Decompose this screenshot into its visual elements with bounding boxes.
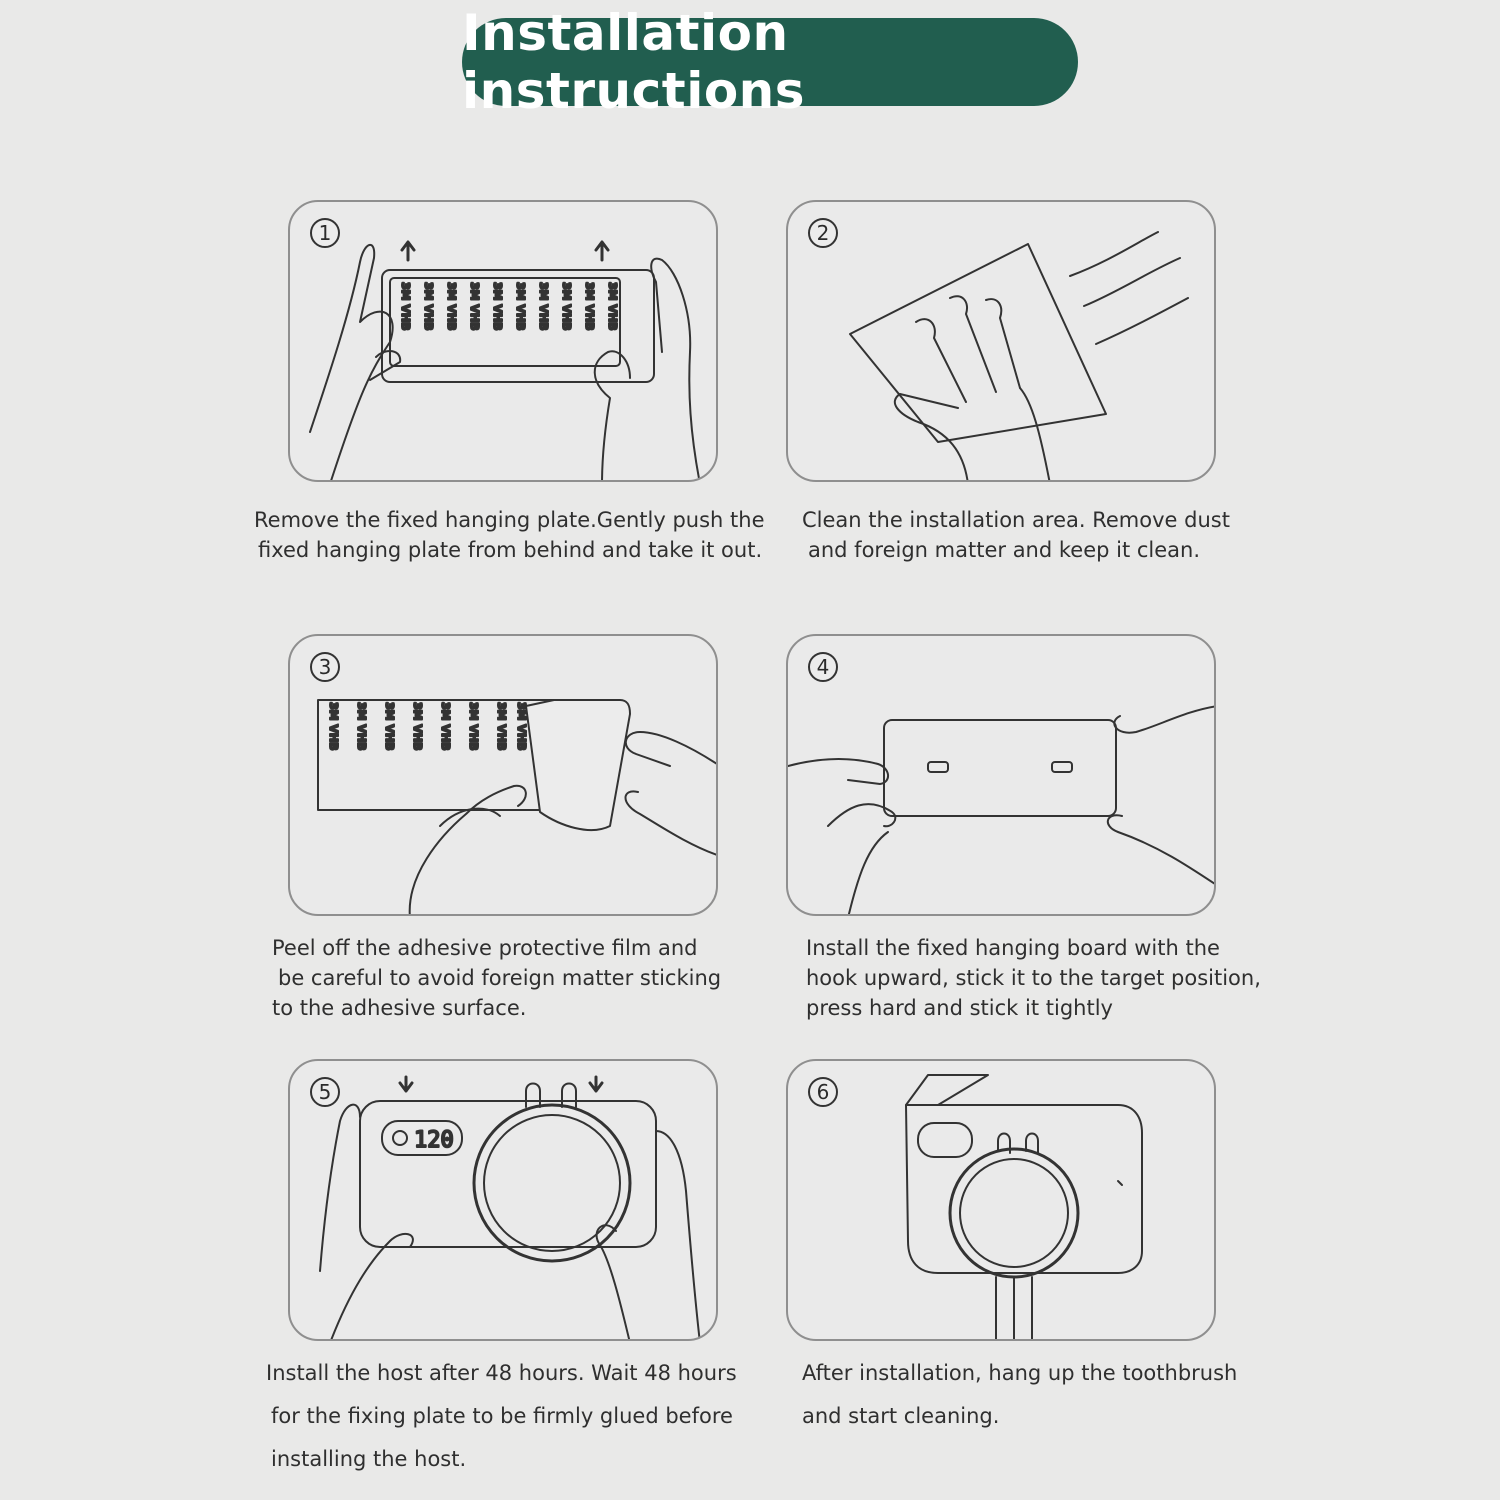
step-1-number: 1 (310, 218, 340, 248)
step-3-caption: Peel off the adhesive protective film and be careful to avoid foreign matter sticking to the adhesive surface. (272, 936, 722, 1020)
stick-board-icon (788, 636, 1216, 916)
svg-text:3M VHB: 3M VHB (467, 702, 480, 751)
step-2-panel (786, 200, 1216, 482)
step-3-number: 3 (310, 652, 340, 682)
svg-text:3M VHB: 3M VHB (439, 702, 452, 751)
svg-text:3M VHB: 3M VHB (327, 702, 340, 751)
svg-text:120: 120 (414, 1128, 454, 1153)
svg-text:3M VHB: 3M VHB (514, 282, 527, 331)
svg-text:3M VHB: 3M VHB (422, 282, 435, 331)
svg-text:3M VHB: 3M VHB (583, 282, 596, 331)
svg-text:3M VHB: 3M VHB (399, 282, 412, 331)
install-host-icon (290, 1061, 718, 1341)
svg-text:3M VHB: 3M VHB (495, 702, 508, 751)
wipe-clean-hand-icon (788, 202, 1216, 482)
svg-text:3M VHB: 3M VHB (515, 702, 528, 751)
hung-toothbrush-icon (788, 1061, 1216, 1341)
svg-text:3M VHB: 3M VHB (383, 702, 396, 751)
svg-text:3M VHB: 3M VHB (491, 282, 504, 331)
step-4-caption: Install the fixed hanging board with the hook upward, stick it to the target position, press hard and stick it tightly (806, 936, 1261, 1020)
step-2-caption: Clean the installation area. Remove dust and foreign matter and keep it clean. (802, 508, 1230, 562)
step-5-caption: Install the host after 48 hours. Wait 48 hours for the fixing plate to be firmly glued before installing the host. (266, 1361, 737, 1471)
step-1-caption: Remove the fixed hanging plate.Gently push the fixed hanging plate from behind and take it out. (254, 508, 765, 562)
step-1-panel (288, 200, 718, 482)
step-5-panel (288, 1059, 718, 1341)
step-4-panel (786, 634, 1216, 916)
peel-film-icon (290, 636, 718, 916)
svg-text:3M VHB: 3M VHB (560, 282, 573, 331)
step-3-panel (288, 634, 718, 916)
step-5-number: 5 (310, 1077, 340, 1107)
svg-text:3M VHB: 3M VHB (355, 702, 368, 751)
svg-text:3M VHB: 3M VHB (537, 282, 550, 331)
svg-text:3M VHB: 3M VHB (445, 282, 458, 331)
step-2-number: 2 (808, 218, 838, 248)
svg-text:3M VHB: 3M VHB (606, 282, 619, 331)
step-6-panel (786, 1059, 1216, 1341)
step-6-caption: After installation, hang up the toothbrush and start cleaning. (802, 1361, 1238, 1428)
svg-text:3M VHB: 3M VHB (411, 702, 424, 751)
svg-text:3M VHB: 3M VHB (468, 282, 481, 331)
step-6-number: 6 (808, 1077, 838, 1107)
remove-plate-hands-icon (290, 202, 718, 482)
step-4-number: 4 (808, 652, 838, 682)
title-banner (462, 4, 1078, 120)
page-title: Installation instructions (462, 4, 806, 120)
